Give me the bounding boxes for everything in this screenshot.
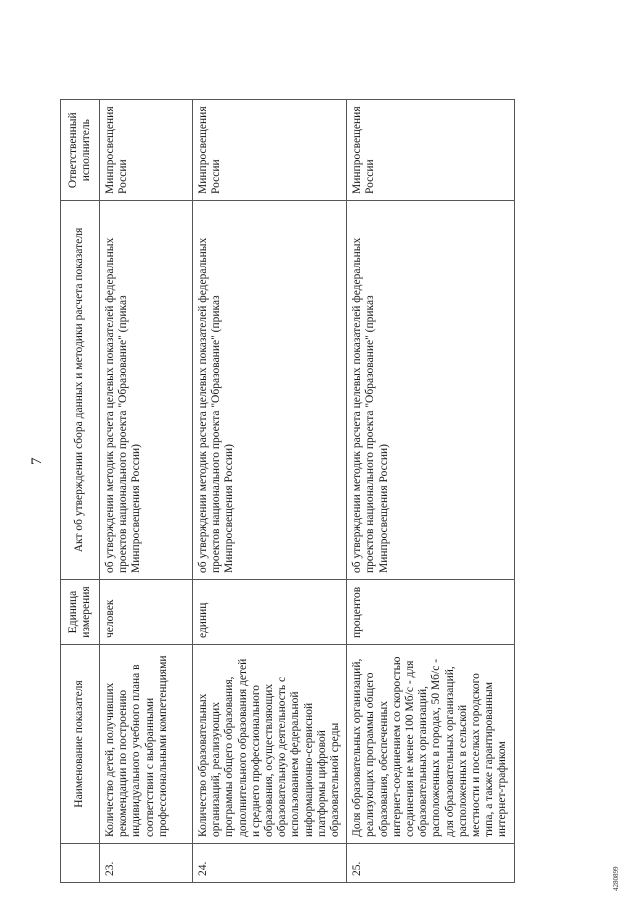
row-act: об утверждении методик расчета целевых показателей федеральных проектов национального проекта "Образование" (приказ Минпросвещения России)	[193, 201, 347, 580]
table-row	[100, 100, 193, 883]
row-act: об утверждении методик расчета целевых показателей федеральных проектов национального проекта "Образование" (приказ Минпросвещения России)	[347, 201, 514, 580]
table-header-row	[61, 100, 100, 883]
row-act: об утверждении методик расчета целевых показателей федеральных проектов национального проекта "Образование" (приказ Минпросвещения России)	[100, 201, 193, 580]
row-unit: процентов	[347, 580, 514, 645]
header-name: Наименование показателя	[61, 645, 100, 844]
row-responsible: Минпросвещения России	[347, 100, 514, 201]
row-name: Количество образовательных организаций, реализующих программы общего образования, дополнительного образования детей и среднего профессионального образования, осуществляющих образовательную деятельность с использованием федеральной информационно-сервисной платформы цифровой образовательной среды	[193, 645, 347, 844]
header-responsible: Ответственный исполнитель	[61, 100, 100, 201]
document-id: 4280899	[612, 866, 620, 891]
row-responsible: Минпросвещения России	[193, 100, 347, 201]
table-row	[193, 100, 347, 883]
row-num: 23.	[100, 844, 193, 883]
page-number: 7	[29, 457, 45, 465]
table-row	[347, 100, 514, 883]
row-unit: человек	[100, 580, 193, 645]
header-unit: Единица измерения	[61, 580, 100, 645]
header-num	[61, 844, 100, 883]
header-act: Акт об утверждении сбора данных и методики расчета показателя	[61, 201, 100, 580]
row-num: 25.	[347, 844, 514, 883]
row-name: Доля образовательных организаций, реализующих программы общего образования, обеспеченных интернет-соединением со скоростью соединения не менее 100 Мб/с - для образовательных организаций, расположенных в городах, 50 Мб/с - для образовательных организаций, расположенных в сельской местности и поселках городского типа, а также гарантированным интернет-трафиком	[347, 645, 514, 844]
row-name: Количество детей, получивших рекомендации по построению индивидуального учебного плана в соответствии с выбранными профессиональными компетенциями	[100, 645, 193, 844]
row-num: 24.	[193, 844, 347, 883]
row-unit: единиц	[193, 580, 347, 645]
row-responsible: Минпросвещения России	[100, 100, 193, 201]
indicators-table	[60, 99, 515, 883]
